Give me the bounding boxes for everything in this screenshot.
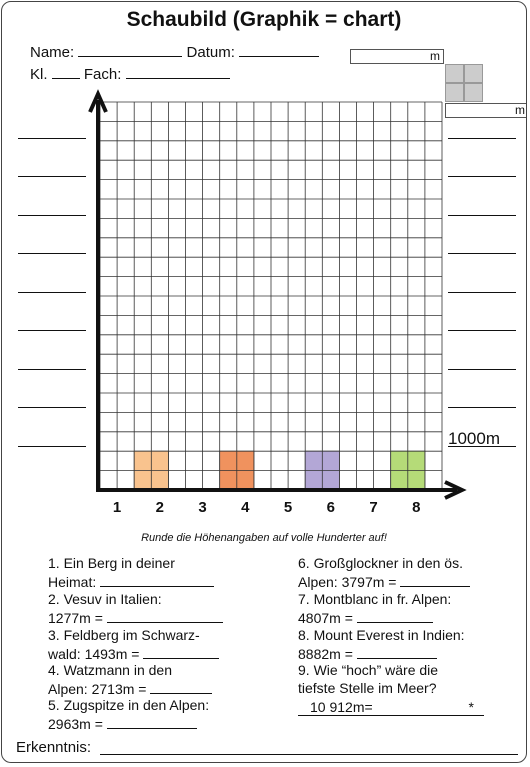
- answer-field[interactable]: [357, 644, 437, 659]
- question-5: 5. Zugspitze in den Alpen: 2963m =: [48, 697, 210, 732]
- worksheet: [1, 1, 527, 763]
- q9-answer: 10 912m=: [310, 699, 373, 715]
- x-tick-label: 6: [326, 499, 336, 516]
- instruction: Runde die Höhenangaben auf volle Hunderter auf!: [141, 532, 387, 544]
- conclusion-row: [16, 739, 91, 756]
- conclusion-field[interactable]: [100, 754, 518, 755]
- answer-field[interactable]: [150, 679, 212, 694]
- grid-lines: [100, 102, 442, 490]
- answer-field[interactable]: [107, 608, 223, 623]
- question-1: 1. Ein Berg in deiner Heimat:: [48, 554, 214, 591]
- answer-field[interactable]: [400, 572, 470, 587]
- answer-field[interactable]: [107, 714, 197, 729]
- fach-label: Fach:: [83, 66, 122, 83]
- unit-box-right[interactable]: m: [445, 103, 527, 118]
- x-tick-label: 5: [283, 499, 293, 516]
- conclusion-label: Erkenntnis:: [16, 739, 92, 756]
- question-2: 2. Vesuv in Italien: 1277m =: [48, 590, 223, 627]
- x-tick-label: 1: [112, 499, 122, 516]
- x-tick-label: 8: [412, 499, 421, 516]
- q9-star: *: [468, 699, 474, 715]
- q9-answer-row[interactable]: [298, 698, 484, 716]
- question-7: 7. Montblanc in fr. Alpen: 4807m =: [298, 591, 452, 626]
- question-3: 3. Feldberg im Schwarz- wald: 1493m =: [48, 626, 219, 663]
- unit-box-top[interactable]: m: [350, 49, 444, 64]
- question-9: 9. Wie “hoch” wäre die tiefste Stelle im Meer?: [298, 662, 439, 696]
- answer-field[interactable]: [357, 608, 433, 623]
- datum-label: Datum:: [186, 44, 235, 61]
- answer-field[interactable]: [143, 644, 219, 659]
- x-tick-label: 2: [155, 499, 165, 516]
- x-tick-label: 3: [198, 499, 207, 516]
- name-label: Name:: [30, 44, 75, 61]
- answer-field[interactable]: [100, 572, 214, 587]
- page-title: Schaubild (Graphik = chart): [126, 8, 402, 31]
- x-tick-label: 7: [369, 499, 378, 516]
- y-mark-label: 1000m: [448, 429, 500, 448]
- question-8: 8. Mount Everest in Indien: 8882m =: [298, 627, 465, 662]
- question-6: 6. Großglockner in den ös. Alpen: 3797m =: [298, 554, 470, 591]
- x-tick-label: 4: [241, 499, 250, 516]
- klasse-label: Kl.: [30, 66, 48, 83]
- question-4: 4. Watzmann in den Alpen: 2713m =: [48, 661, 212, 698]
